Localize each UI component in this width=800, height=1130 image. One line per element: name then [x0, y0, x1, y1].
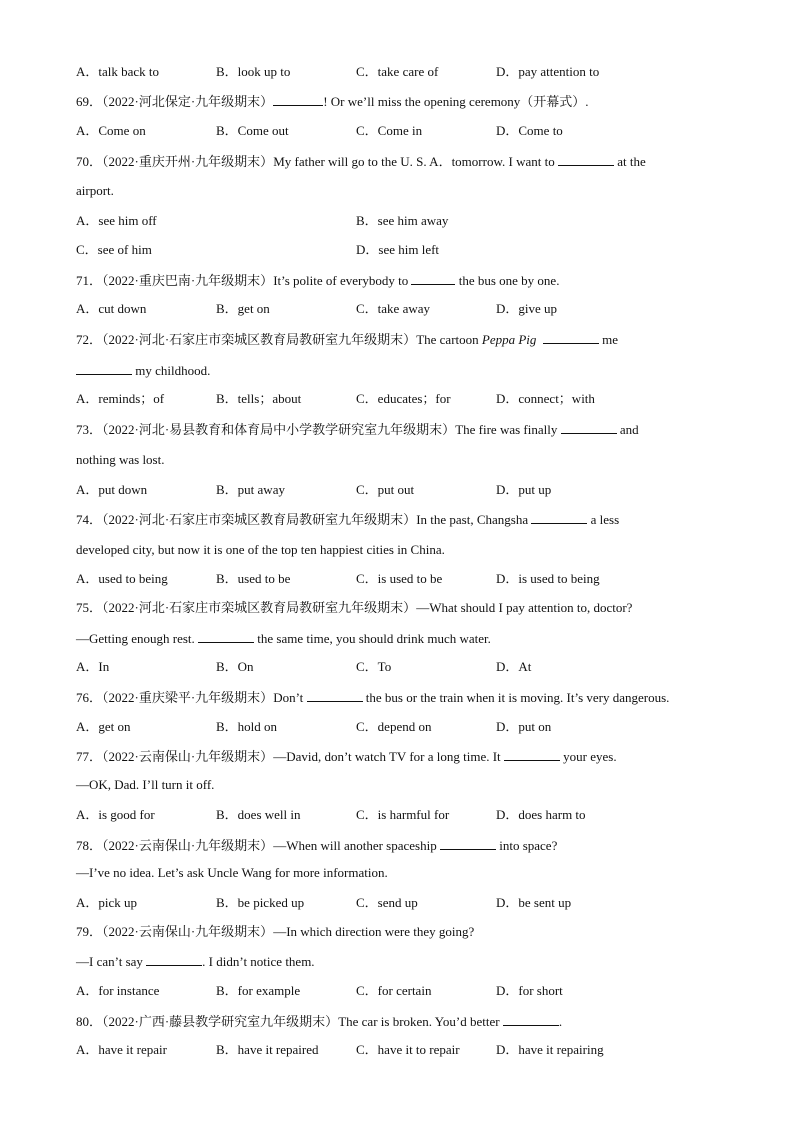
q73-stem-line2: nothing was lost.	[76, 452, 165, 467]
q74-option-a: A．used to being	[76, 571, 168, 586]
q79-blank	[146, 953, 202, 966]
q76-text-before: Don’t	[273, 690, 307, 705]
q70-option-b: B．see him away	[356, 213, 449, 228]
q79-source: （2022·云南保山·九年级期末）	[102, 924, 274, 939]
q77-blank	[504, 748, 560, 761]
q80-number: 80．	[76, 1014, 103, 1029]
q74-stem	[76, 511, 619, 528]
q75-number: 75．	[76, 600, 103, 615]
q77-source: （2022·云南保山·九年级期末）	[102, 749, 274, 764]
q76-number: 76．	[76, 690, 103, 705]
q75-stem-line2	[76, 630, 491, 647]
q75-text-before: —What should I pay attention to, doctor?	[416, 600, 633, 615]
q78-option-a: A．pick up	[76, 895, 138, 910]
q73-number: 73．	[76, 422, 103, 437]
q74-stem-line2: developed city, but now it is one of the top ten happiest cities in China.	[76, 542, 445, 557]
q69-source: （2022·河北保定·九年级期末）	[102, 94, 274, 109]
q78-stem	[76, 837, 557, 854]
q76-option-a: A．get on	[76, 719, 131, 734]
q71-stem	[76, 272, 559, 289]
q75-option-a: A．In	[76, 659, 110, 674]
q74-option-d: D．is used to being	[496, 571, 600, 586]
q72-cartoon-title: Peppa Pig	[481, 332, 537, 347]
q72-text-after: me	[598, 332, 619, 347]
q71-source: （2022·重庆巴南·九年级期末）	[102, 273, 274, 288]
q70-number: 70．	[76, 154, 103, 169]
q75-text-line2a: —Getting enough rest.	[76, 631, 199, 646]
q70-text-after: at the	[613, 154, 646, 169]
q78-text-before: —When will another spaceship	[273, 838, 440, 853]
q79-stem	[76, 924, 474, 940]
q71-option-a: A．cut down	[76, 301, 147, 316]
q70-stem-line2: airport.	[76, 183, 114, 198]
q75-option-d: D．At	[496, 659, 532, 674]
q73-option-d: D．put up	[496, 482, 552, 497]
q80-option-a: A．have it repair	[76, 1042, 167, 1057]
q73-option-a: A．put down	[76, 482, 148, 497]
q79-text-line2a: —I can’t say	[76, 954, 147, 969]
q69-option-b: B．Come out	[216, 123, 289, 138]
q77-number: 77．	[76, 749, 103, 764]
q75-stem	[76, 600, 632, 616]
q71-option-c: C．take away	[356, 301, 431, 316]
q73-source: （2022·河北·易县教育和体育局中小学教学研究室九年级期末）	[102, 422, 456, 437]
q74-source: （2022·河北·石家庄市栾城区教育局教研室九年级期末）	[102, 512, 417, 527]
q69-option-a: A．Come on	[76, 123, 146, 138]
q68-option-a: A．talk back to	[76, 64, 160, 79]
q76-stem	[76, 689, 669, 706]
q78-option-d: D．be sent up	[496, 895, 572, 910]
q69-number: 69．	[76, 94, 103, 109]
q80-text-after: .	[558, 1014, 563, 1029]
q72-number: 72．	[76, 332, 103, 347]
q76-option-b: B．hold on	[216, 719, 278, 734]
q72-option-a: A．reminds；of	[76, 391, 165, 406]
q74-number: 74．	[76, 512, 103, 527]
q69-blank	[273, 93, 323, 106]
q69-option-c: C．Come in	[356, 123, 423, 138]
q71-option-b: B．get on	[216, 301, 270, 316]
q74-blank	[531, 511, 587, 524]
q78-number: 78．	[76, 838, 103, 853]
q78-source: （2022·云南保山·九年级期末）	[102, 838, 274, 853]
q73-blank	[561, 421, 617, 434]
q79-number: 79．	[76, 924, 103, 939]
q69-stem	[76, 93, 589, 110]
q80-text-before: The car is broken. You’d better	[338, 1014, 503, 1029]
q75-option-c: C．To	[356, 659, 392, 674]
q72-text-line2: my childhood.	[132, 363, 211, 378]
q79-text-before: —In which direction were they going?	[273, 924, 475, 939]
q80-option-b: B．have it repaired	[216, 1042, 319, 1057]
q75-text-line2b: the same time, you should drink much water.	[254, 631, 491, 646]
q78-option-c: C．send up	[356, 895, 418, 910]
q72-option-b: B．tells；about	[216, 391, 302, 406]
q77-option-d: D．does harm to	[496, 807, 586, 822]
q75-source: （2022·河北·石家庄市栾城区教育局教研室九年级期末）	[102, 600, 417, 615]
q79-option-c: C．for certain	[356, 983, 432, 998]
q70-source: （2022·重庆开州·九年级期末）	[102, 154, 274, 169]
q70-text-before: My father will go to the U. S. A．tomorrow. I want to	[273, 154, 558, 169]
q79-text-line2b: . I didn’t notice them.	[202, 954, 315, 969]
q80-stem	[76, 1013, 562, 1030]
q71-number: 71．	[76, 273, 103, 288]
q74-option-b: B．used to be	[216, 571, 291, 586]
q77-option-a: A．is good for	[76, 807, 155, 822]
q70-option-d: D．see him left	[356, 242, 440, 257]
q74-text-before: In the past, Changsha	[416, 512, 532, 527]
q73-stem	[76, 421, 639, 438]
q72-text-before: The cartoon	[416, 332, 482, 347]
q72-option-d: D．connect；with	[496, 391, 595, 406]
q79-option-a: A．for instance	[76, 983, 160, 998]
q76-blank	[307, 689, 363, 702]
q79-option-d: D．for short	[496, 983, 563, 998]
q73-option-c: C．put out	[356, 482, 415, 497]
q76-option-c: C．depend on	[356, 719, 432, 734]
q68-option-c: C．take care of	[356, 64, 439, 79]
q78-blank	[440, 837, 496, 850]
q78-stem-line2: —I’ve no idea. Let’s ask Uncle Wang for more information.	[76, 865, 388, 880]
q80-option-c: C．have it to repair	[356, 1042, 460, 1057]
q72-blank-1	[543, 331, 599, 344]
q70-blank	[558, 153, 614, 166]
q74-text-after: a less	[587, 512, 620, 527]
q74-option-c: C．is used to be	[356, 571, 443, 586]
q73-option-b: B．put away	[216, 482, 285, 497]
q75-blank	[198, 630, 254, 643]
q76-text-after: the bus or the train when it is moving. It’s very dangerous.	[362, 690, 670, 705]
q72-stem	[76, 331, 618, 348]
q68-option-d: D．pay attention to	[496, 64, 600, 79]
q79-option-b: B．for example	[216, 983, 301, 998]
q71-text-before: It’s polite of everybody to	[273, 273, 412, 288]
q79-stem-line2	[76, 953, 315, 970]
q73-text-before: The fire was finally	[455, 422, 561, 437]
q80-blank	[503, 1013, 559, 1026]
q78-text-after: into space?	[495, 838, 558, 853]
q72-blank-2	[76, 362, 132, 375]
q78-option-b: B．be picked up	[216, 895, 305, 910]
q73-text-after: and	[616, 422, 639, 437]
q77-text-before: —David, don’t watch TV for a long time. It	[273, 749, 504, 764]
q72-source: （2022·河北·石家庄市栾城区教育局教研室九年级期末）	[102, 332, 417, 347]
q77-option-c: C．is harmful for	[356, 807, 450, 822]
q72-option-c: C．educates；for	[356, 391, 451, 406]
q68-option-b: B．look up to	[216, 64, 291, 79]
q71-text-after: the bus one by one.	[455, 273, 560, 288]
q71-option-d: D．give up	[496, 301, 558, 316]
q72-stem-line2	[76, 362, 210, 379]
q77-stem	[76, 748, 617, 765]
q75-option-b: B．On	[216, 659, 254, 674]
q77-option-b: B．does well in	[216, 807, 301, 822]
q69-option-d: D．Come to	[496, 123, 563, 138]
q77-text-after: your eyes.	[559, 749, 617, 764]
q80-option-d: D．have it repairing	[496, 1042, 604, 1057]
q76-option-d: D．put on	[496, 719, 552, 734]
q80-source: （2022·广西·藤县教学研究室九年级期末）	[102, 1014, 339, 1029]
q70-stem	[76, 153, 646, 170]
q70-option-c: C．see of him	[76, 242, 152, 257]
q71-blank	[411, 272, 455, 285]
q69-text-after: ! Or we’ll miss the opening ceremony（开幕式）.	[323, 94, 589, 109]
q77-stem-line2: —OK, Dad. I’ll turn it off.	[76, 777, 215, 792]
q70-option-a: A．see him off	[76, 213, 157, 228]
q76-source: （2022·重庆梁平·九年级期末）	[102, 690, 274, 705]
